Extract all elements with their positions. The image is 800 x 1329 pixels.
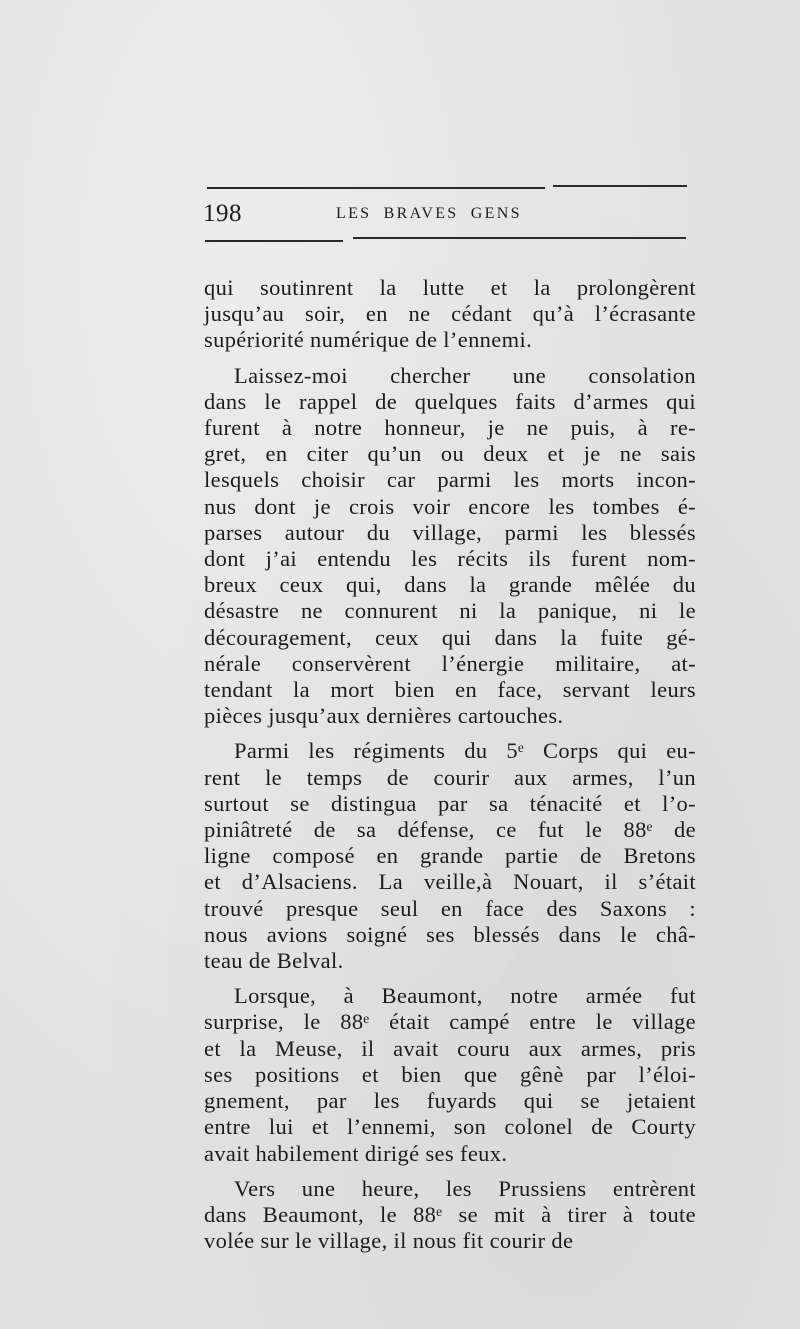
text-line: tendant la mort bien en face, servant leurs	[204, 677, 696, 703]
text-line: ligne composé en grande partie de Bretons	[204, 843, 696, 869]
text-line: découragement, ceux qui dans la fuite gé-	[204, 624, 696, 650]
text-line: rent le temps de courir aux armes, l’un	[204, 764, 696, 790]
running-head: LES BRAVES GENS	[336, 205, 522, 222]
text-line: breux ceux qui, dans la grande mêlée du	[204, 572, 696, 598]
page-number: 198	[203, 200, 242, 227]
text-line: Parmi les régiments du 5ᵉ Corps qui eu-	[234, 738, 696, 764]
text-line: gret, en citer qu’un ou deux et je ne sais	[204, 441, 696, 467]
text-line: furent à notre honneur, je ne puis, à re-	[204, 415, 696, 441]
paragraph	[204, 738, 696, 974]
text-line: teau de Belval.	[204, 948, 344, 974]
text-line: et d’Alsaciens. La veille,à Nouart, il s’était	[204, 869, 696, 895]
text-line: ses positions et bien que gênè par l’éloi-	[204, 1061, 696, 1087]
paragraph	[204, 363, 696, 730]
paragraph	[204, 1176, 696, 1255]
text-line: surtout se distingua par sa ténacité et l’o-	[204, 790, 696, 816]
text-line: nous avions soigné ses blessés dans le châ-	[204, 921, 696, 947]
text-line: pièces jusqu’aux dernières cartouches.	[204, 703, 564, 729]
text-line: dont j’ai entendu les récits ils furent nom-	[204, 546, 696, 572]
text-line: entre lui et l’ennemi, son colonel de Courty	[204, 1114, 696, 1140]
text-line: supériorité numérique de l’ennemi.	[204, 327, 533, 353]
text-line: Vers une heure, les Prussiens entrèrent	[234, 1175, 696, 1201]
text-line: Lorsque, à Beaumont, notre armée fut	[234, 983, 696, 1009]
header-rule-bottom-right	[353, 237, 686, 239]
text-line: avait habilement dirigé ses feux.	[204, 1140, 508, 1166]
text-line: dans le rappel de quelques faits d’armes qui	[204, 388, 696, 414]
text-line: nus dont je crois voir encore les tombes é-	[204, 493, 696, 519]
paragraph	[204, 275, 696, 354]
text-line: nérale conservèrent l’énergie militaire, at-	[204, 650, 696, 676]
text-line: piniâtreté de sa défense, ce fut le 88ᵉ de	[204, 817, 696, 843]
text-line: lesquels choisir car parmi les morts incon-	[204, 467, 696, 493]
text-line: jusqu’au soir, en ne cédant qu’à l’écrasante	[204, 301, 696, 327]
body-text	[204, 275, 696, 1254]
text-line: désastre ne connurent ni la panique, ni le	[204, 598, 696, 624]
text-line: Laissez-moi chercher une consolation	[234, 362, 696, 388]
header-rule-bottom-left	[205, 240, 343, 242]
text-line: gnement, par les fuyards qui se jetaient	[204, 1088, 696, 1114]
text-line: et la Meuse, il avait couru aux armes, pris	[204, 1035, 696, 1061]
header-rule-top-right	[553, 185, 687, 187]
paragraph	[204, 983, 696, 1166]
text-line: trouvé presque seul en face des Saxons :	[204, 895, 696, 921]
text-line: surprise, le 88ᵉ était campé entre le village	[204, 1009, 696, 1035]
text-line: parses autour du village, parmi les blessés	[204, 519, 696, 545]
text-line: dans Beaumont, le 88ᵉ se mit à tirer à toute	[204, 1201, 696, 1227]
text-line: volée sur le village, il nous fit courir de	[204, 1228, 574, 1254]
header-rule-top-left	[207, 187, 545, 189]
text-line: qui soutinrent la lutte et la prolongèrent	[204, 275, 696, 300]
